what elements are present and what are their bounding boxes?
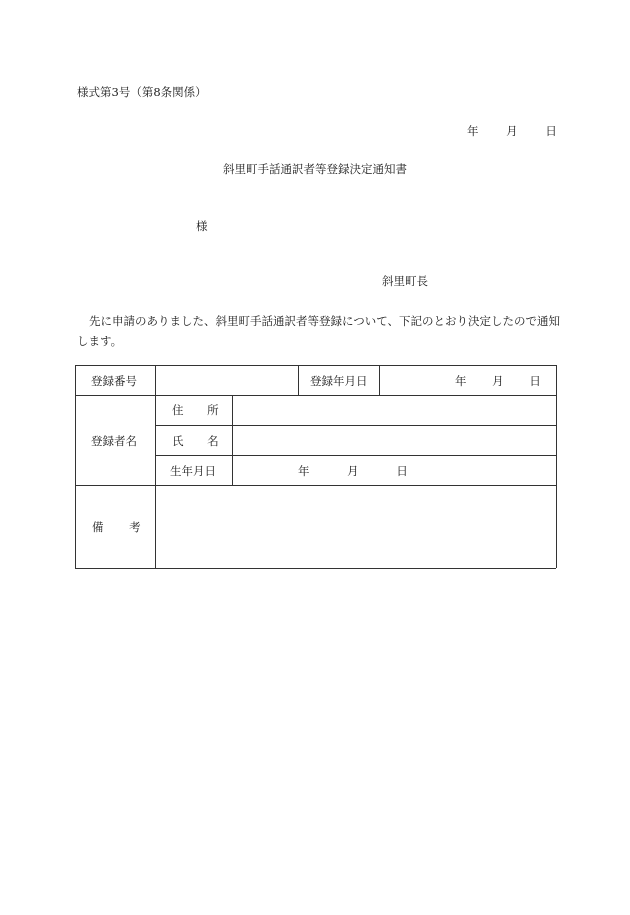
address-label-char-2: 所 [207,403,219,417]
table-col-divider [298,365,299,395]
table-row-divider [75,395,556,396]
registration-number-label: 登録番号 [91,374,137,388]
address-label-char-1: 住 [172,403,184,417]
document-title: 斜里町手話通訳者等登録決定通知書 [223,162,407,176]
issue-date [467,123,557,139]
table-row-divider [155,425,556,426]
table-border-bottom [75,568,556,569]
name-label-char-2: 名 [207,434,219,448]
registration-date-month: 月 [492,374,504,388]
registration-date-value [455,373,541,389]
issuer-name: 斜里町長 [382,274,428,288]
table-row-divider [75,485,556,486]
registration-date-label: 登録年月日 [310,374,368,388]
table-col-divider [155,365,156,568]
addressee-suffix: 様 [196,219,208,233]
form-number: 様式第3号（第8条関係） [77,85,207,99]
remarks-label [92,519,141,535]
table-border-right [556,365,557,568]
registration-date-year: 年 [455,374,467,388]
address-label [172,402,219,418]
name-label [172,433,219,449]
remarks-label-char-2: 考 [129,520,141,534]
birthdate-value [298,463,408,479]
registration-date-day: 日 [529,374,541,388]
issue-date-year: 年 [467,124,479,138]
birthdate-month: 月 [347,464,359,478]
birthdate-year: 年 [298,464,310,478]
table-border-top [75,365,556,366]
table-row-divider [155,455,556,456]
table-col-divider [232,395,233,485]
notice-body-text: 先に申請のありました、斜里町手話通訳者等登録について、下記のとおり決定したので通知します。 [77,314,561,348]
issue-date-month: 月 [506,124,518,138]
remarks-label-char-1: 備 [92,520,104,534]
name-label-char-1: 氏 [172,434,184,448]
birthdate-day: 日 [396,464,408,478]
birthdate-label: 生年月日 [170,464,216,478]
table-border-left [75,365,76,568]
table-col-divider [379,365,380,395]
issue-date-day: 日 [545,124,557,138]
registrant-name-label: 登録者名 [91,434,137,448]
